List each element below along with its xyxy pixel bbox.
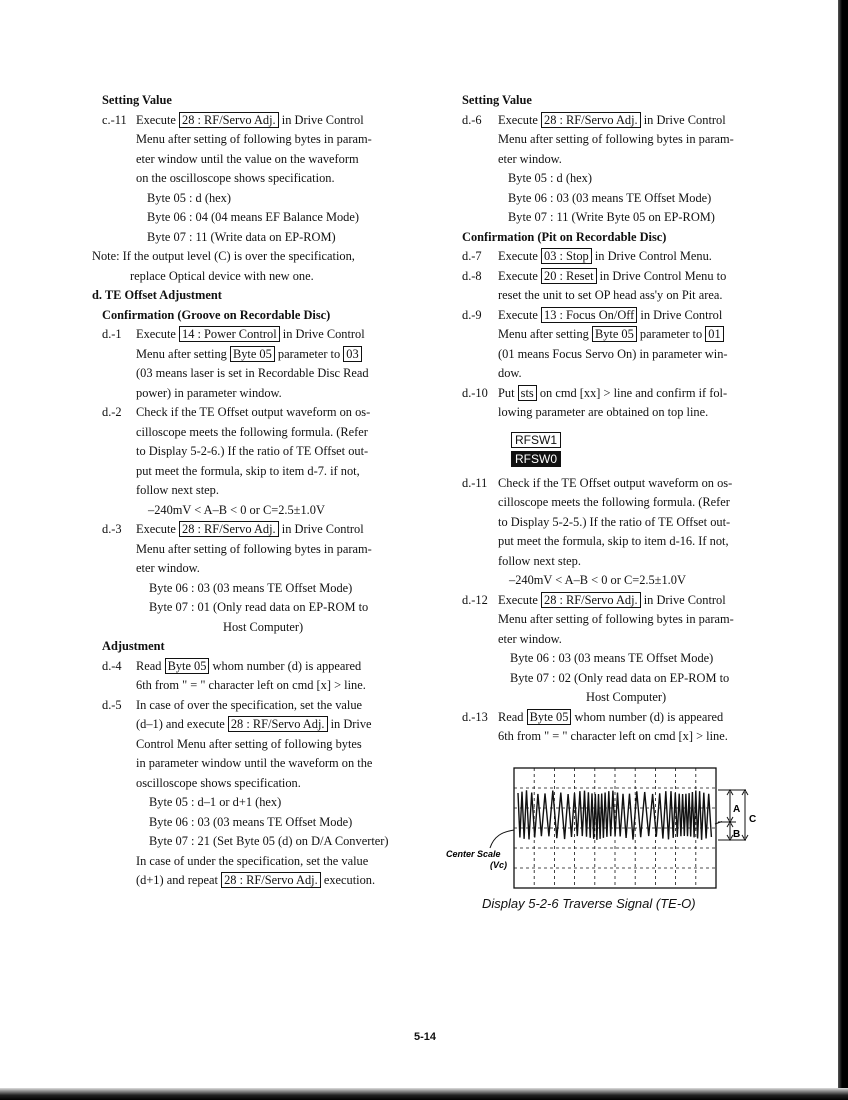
text: Read [136,658,165,673]
heading-setting-value [92,91,412,111]
text: Menu after setting [498,327,592,341]
body-text: Check if the TE Offset output waveform on os- [498,475,733,490]
figure-caption: Display 5-2-6 Traverse Signal (TE-O) [482,896,696,911]
text: in Drive Control [278,112,364,127]
menu-command-box: 20 : Reset [541,268,597,284]
body-text: in parameter window until the waveform on the [136,756,373,770]
step-text [498,306,722,326]
parameter-box: Byte 05 [592,326,637,342]
body-text: oscilloscope shows specification. [136,775,301,790]
step-number: d.-10 [462,385,488,400]
step-number: d.-6 [462,112,482,127]
rfsw1-indicator [511,431,561,451]
text: execution. [320,873,376,887]
byte-setting: Byte 07 : 01 (Only read data on EP-ROM to [149,600,369,614]
step-number: d.-8 [462,268,482,283]
byte-setting: Byte 07 : 11 (Write Byte 05 on EP-ROM) [508,210,715,224]
value-box: 03 [343,346,361,362]
menu-command-box: 03 : Stop [541,248,592,264]
menu-command-box: 13 : Focus On/Off [541,307,637,323]
byte-setting: Byte 07 : 21 (Set Byte 05 (d) on D/A Converter) [149,834,389,848]
step-number: d.-13 [462,709,488,724]
right-column [462,91,774,747]
text: in Drive Control [637,307,723,322]
center-scale-label: Center Scale [446,849,501,859]
step-text [136,520,364,540]
heading-text: Setting Value [102,93,172,107]
body-text: follow next step. [136,483,219,497]
byte-setting: Byte 06 : 04 (04 means EF Balance Mode) [147,210,359,224]
value-box: 01 [705,326,723,342]
text: in Drive Control [640,592,726,607]
step-text [136,325,365,345]
text: Execute [498,112,541,127]
label-c: C [749,814,757,825]
text: (d–1) and execute [136,717,228,731]
text: (d+1) and repeat [136,873,222,887]
left-column [92,91,412,891]
note-text: Note: If the output level (C) is over the specification, [92,249,355,263]
oscilloscope-display [440,762,770,892]
formula: –240mV < A–B < 0 or C=2.5±1.0V [148,502,325,517]
body-text: Control Menu after setting of following bytes [136,736,362,751]
text: parameter to [274,346,344,361]
command-box: sts [518,385,537,401]
step-text [136,657,361,677]
step-d8 [462,267,774,287]
step-d2 [92,403,412,423]
step-number: d.-7 [462,249,482,263]
body-text: eter window until the value on the waveform [136,151,359,166]
text: Execute [498,249,541,263]
step-text [136,871,375,891]
step-number: c.-11 [102,112,127,127]
body-text: eter window. [498,631,562,646]
subsection-heading: Confirmation (Groove on Recordable Disc) [102,307,331,322]
label-b: B [733,829,741,840]
text: Menu after setting [136,346,230,361]
body-text: eter window. [498,151,562,166]
body-text: 6th from " = " character left on cmd [x] > line. [136,678,366,692]
text: Execute [136,112,176,127]
body-text: (01 means Focus Servo On) in parameter win- [498,346,728,361]
menu-command-box: 28 : RF/Servo Adj. [541,112,641,128]
body-text: In case of over the specification, set the value [136,697,363,712]
byte-setting: Host Computer) [586,690,667,704]
step-d6 [462,111,774,131]
text: in Drive Control Menu to [596,268,727,283]
text: in Drive Control [278,522,364,536]
step-d13 [462,708,774,728]
byte-setting: Byte 05 : d–1 or d+1 (hex) [149,795,282,809]
text: in Drive Control [640,112,726,127]
text: Execute [498,592,541,607]
center-scale-pointer [490,830,514,848]
body-text: In case of under the specification, set the value [136,853,369,868]
byte-setting: Host Computer) [223,619,304,634]
menu-command-box: 28 : RF/Servo Adj. [179,112,279,128]
step-d10 [462,384,774,404]
step-d11 [462,474,774,494]
step-text [498,247,712,267]
status-label: RFSW1 [511,432,561,448]
body-text: on the oscilloscope shows specification. [136,171,335,185]
step-d5 [92,696,412,716]
body-text: 6th from " = " character left on cmd [x] > line. [498,729,728,743]
body-text: Menu after setting of following bytes in param- [136,132,372,146]
step-text [498,708,723,728]
step-d12 [462,591,774,611]
text: on cmd [xx] > line and confirm if fol- [536,385,728,400]
body-text: put meet the formula, skip to item d-16. If not, [498,534,729,548]
step-text [498,591,726,611]
subsection-heading: Confirmation (Pit on Recordable Disc) [462,229,667,244]
parameter-box: Byte 05 [230,346,275,362]
parameter-box: Byte 05 [165,658,210,674]
step-text [498,384,727,404]
text: whom number (d) is appeared [571,709,724,724]
step-text [136,715,372,735]
body-text: dow. [498,366,522,380]
menu-command-box: 14 : Power Control [179,326,280,342]
byte-setting: Byte 05 : d (hex) [147,190,231,205]
body-text: follow next step. [498,553,581,568]
scan-edge-bottom [0,1088,848,1100]
step-c11 [92,111,412,131]
text: Execute [498,268,541,283]
step-text [498,267,726,287]
step-d1 [92,325,412,345]
step-number: d.-9 [462,307,482,322]
body-text: lowing parameter are obtained on top line. [498,405,709,419]
byte-setting: Byte 06 : 03 (03 means TE Offset Mode) [508,190,712,205]
body-text: Menu after setting of following bytes in param- [136,541,372,556]
step-d7 [462,247,774,267]
rfsw0-indicator [511,450,561,470]
text: Execute [136,327,176,341]
byte-setting: Byte 06 : 03 (03 means TE Offset Mode) [510,651,714,665]
body-text: to Display 5-2-5.) If the ratio of TE Offset out- [498,514,731,529]
text: in Drive [327,717,372,731]
step-d4 [92,657,412,677]
text: in Drive Control [279,327,365,341]
step-text [136,111,364,131]
menu-command-box: 28 : RF/Servo Adj. [179,521,279,537]
byte-setting: Byte 07 : 02 (Only read data on EP-ROM to [510,670,730,685]
heading-setting-value: Setting Value [462,93,532,107]
step-text [498,111,726,131]
step-d3 [92,520,412,540]
text: parameter to [636,327,706,341]
note-text: replace Optical device with new one. [130,268,314,283]
section-heading: d. TE Offset Adjustment [92,288,222,302]
step-number: d.-1 [102,327,122,341]
step-number: d.-12 [462,592,488,607]
menu-command-box: 28 : RF/Servo Adj. [228,716,328,732]
label-a: A [733,804,741,815]
text: Read [498,709,527,724]
body-text: cilloscope meets the following formula. (Refer [498,495,730,509]
byte-setting: Byte 05 : d (hex) [508,171,592,185]
body-text: power) in parameter window. [136,385,282,400]
text: in Drive Control Menu. [591,249,712,263]
step-d9 [462,306,774,326]
text: Put [498,385,518,400]
text: Execute [136,522,176,536]
body-text: to Display 5-2-6.) If the ratio of TE Offset out- [136,444,369,458]
byte-setting: Byte 06 : 03 (03 means TE Offset Mode) [149,580,353,595]
body-text: put meet the formula, skip to item d-7. if not, [136,463,360,478]
scan-edge-right [838,0,848,1100]
step-number: d.-3 [102,522,122,536]
text: whom number (d) is appeared [209,658,362,673]
byte-setting: Byte 06 : 03 (03 means TE Offset Mode) [149,814,353,829]
formula: –240mV < A–B < 0 or C=2.5±1.0V [509,573,686,587]
status-label: RFSW0 [511,451,561,467]
step-number: d.-2 [102,405,122,419]
body-text: Menu after setting of following bytes in param- [498,132,734,146]
oscilloscope-figure [440,762,770,892]
parameter-box: Byte 05 [527,709,572,725]
byte-setting: Byte 07 : 11 (Write data on EP-ROM) [147,229,336,244]
text: Execute [498,307,541,322]
body-text: reset the unit to set OP head ass'y on Pit area. [498,288,723,302]
step-text [498,325,724,345]
measurement-brackets [715,790,748,840]
subsection-heading: Adjustment [102,639,165,653]
step-number: d.-5 [102,697,122,712]
body-text: eter window. [136,561,200,575]
body-text: Check if the TE Offset output waveform on os- [136,405,371,419]
body-text: cilloscope meets the following formula. (Refer [136,424,368,439]
step-text [136,345,362,365]
page-number: 5-14 [414,1031,437,1043]
center-scale-unit: (Vc) [490,860,508,870]
body-text: Menu after setting of following bytes in param- [498,612,734,626]
step-number: d.-4 [102,658,122,673]
menu-command-box: 28 : RF/Servo Adj. [221,872,321,888]
step-number: d.-11 [462,475,488,490]
menu-command-box: 28 : RF/Servo Adj. [541,592,641,608]
body-text: (03 means laser is set in Recordable Disc Read [136,366,369,380]
